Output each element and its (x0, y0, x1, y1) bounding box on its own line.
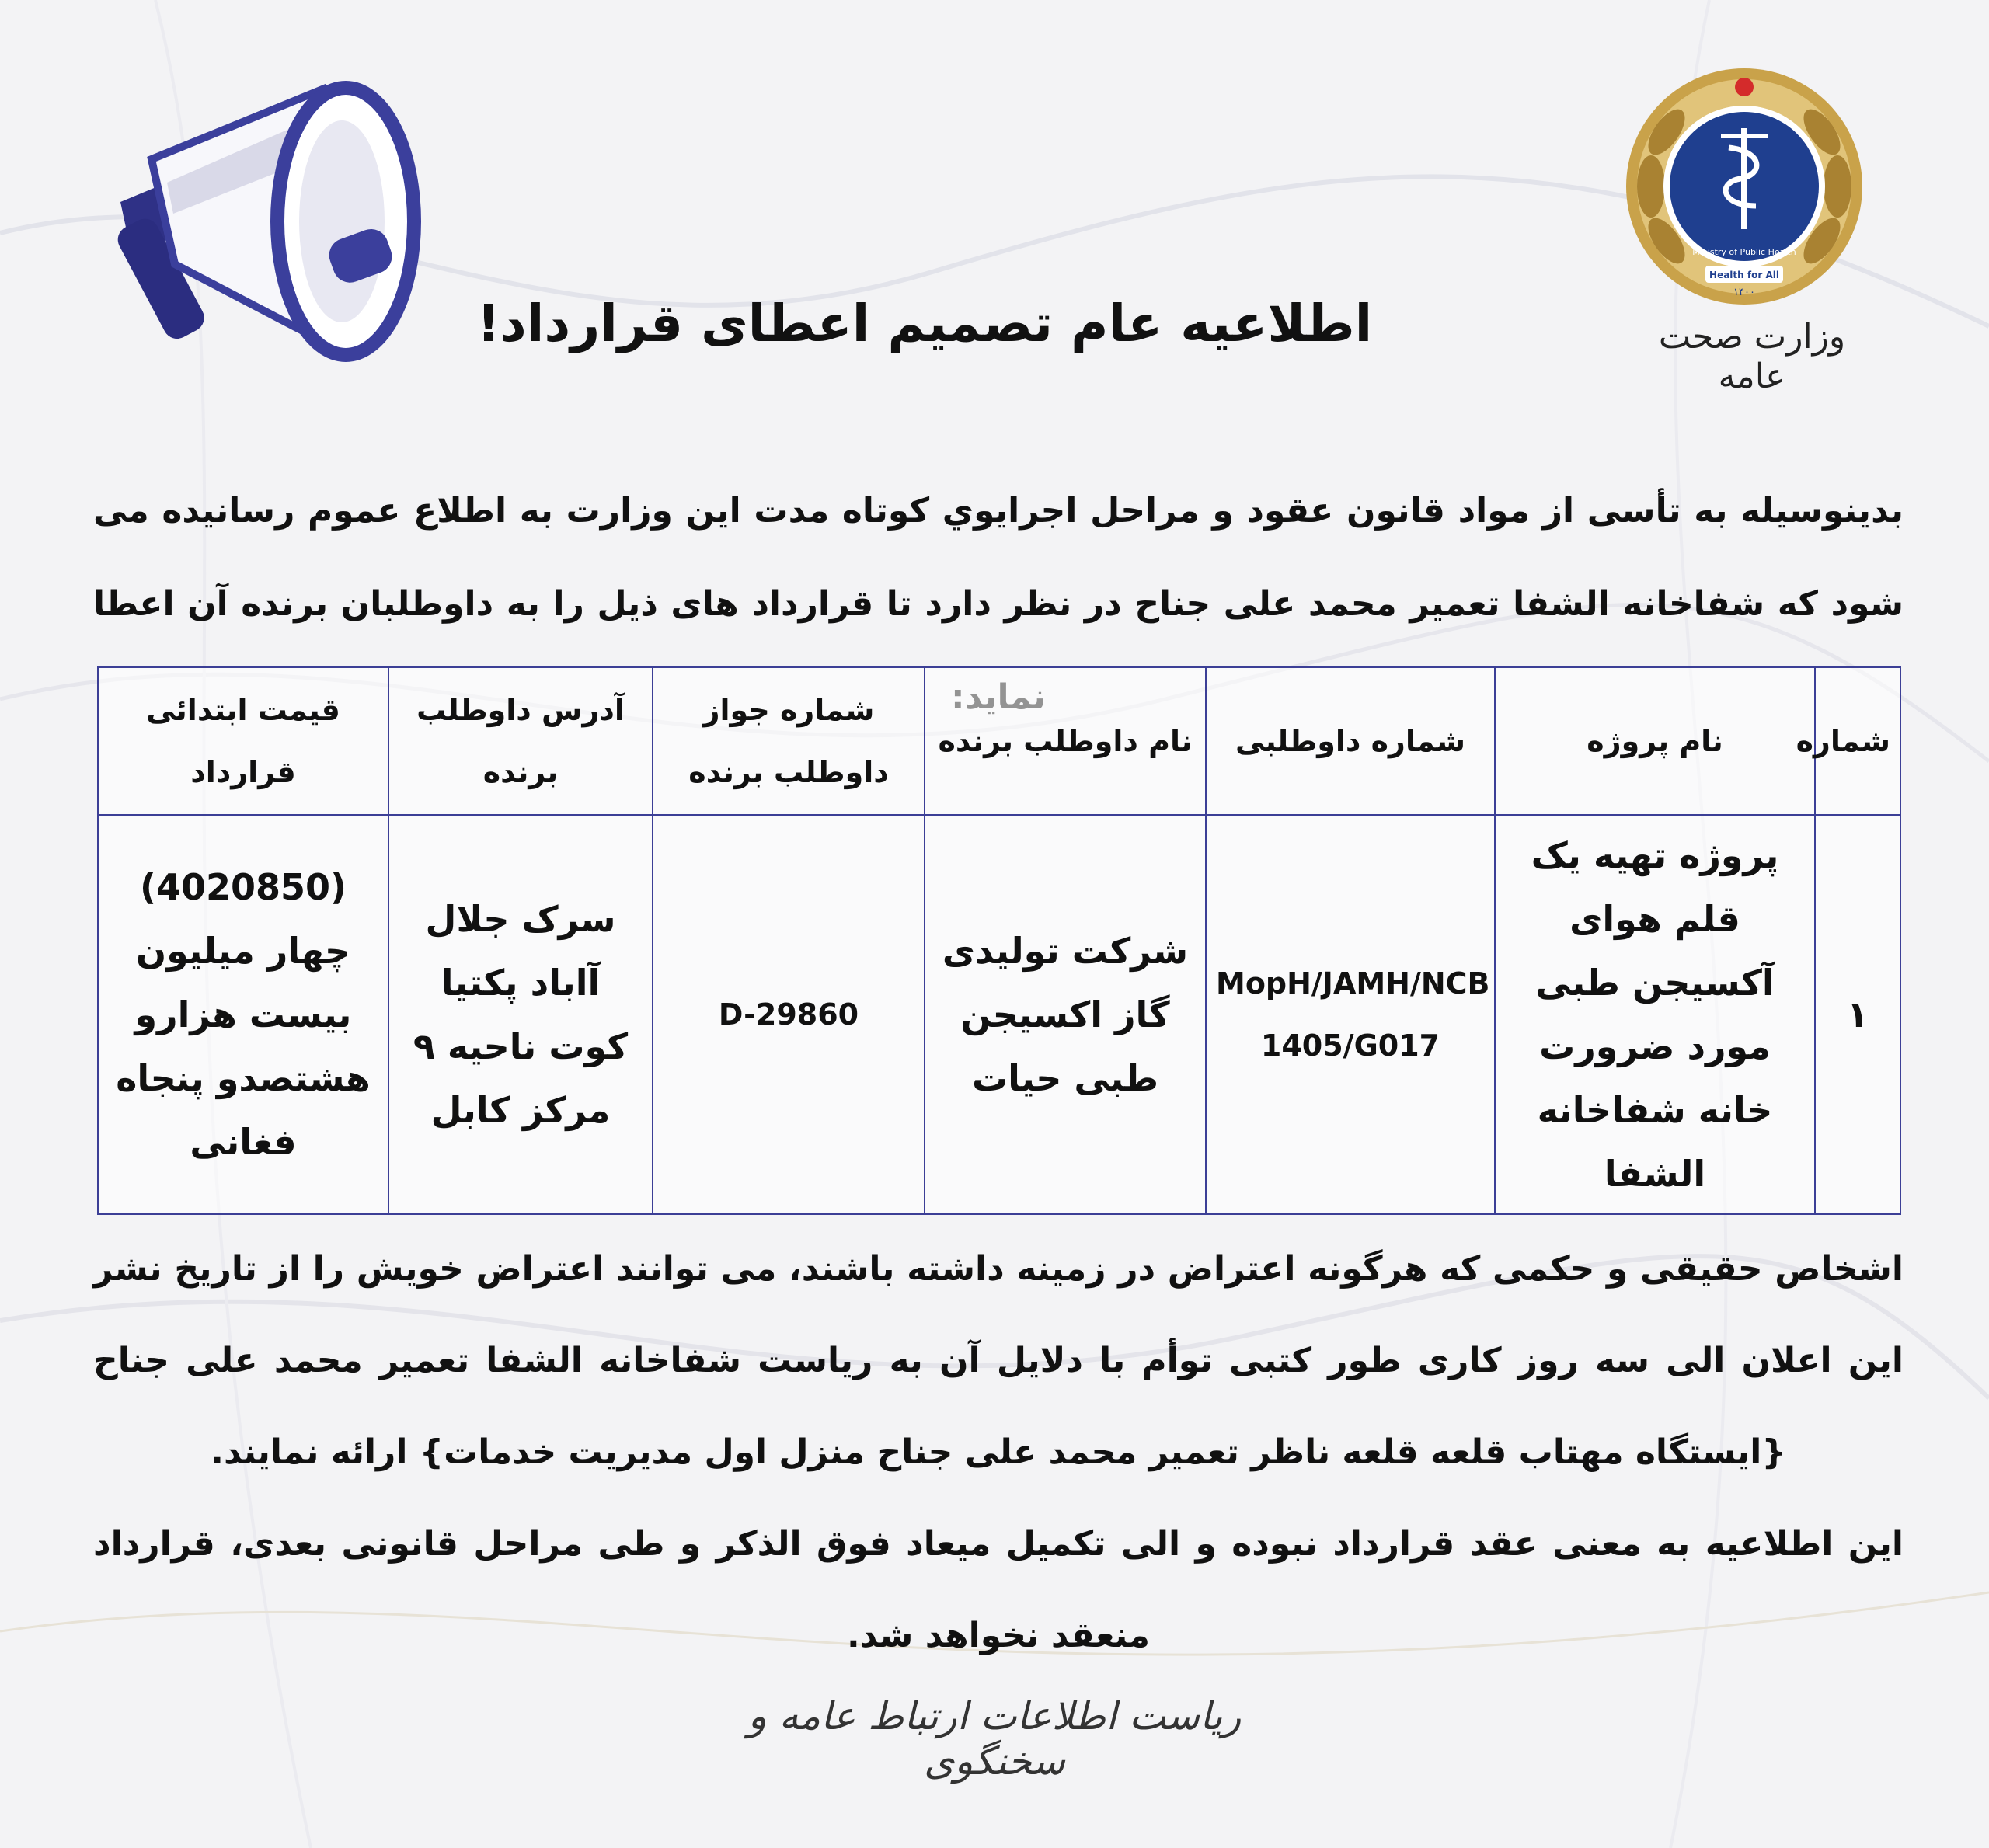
disclaimer-paragraph: این اطلاعیه به معنی عقد قرارداد نبوده و الی تکمیل میعاد فوق الذکر و طی مراحل قانونی بعدی، قرارداد منعقد نخواهد شد. (93, 1524, 1904, 1655)
directorate-signature: ریاست اطلاعات ارتباط عامه و سخنگوی (747, 1693, 1242, 1784)
header-winner-address: آدرس داوطلب برنده (388, 667, 653, 815)
row-winner-address: سرک جلال آاباد پکتیا کوت ناحیه ۹ مرکز کابل (388, 815, 653, 1214)
row-winner-name: شرکت تولیدی گاز اکسیجن طبی حیات (925, 815, 1206, 1214)
row-winner-license: D-29860 (653, 815, 925, 1214)
svg-text:Health for All: Health for All (1709, 270, 1779, 280)
header-number: شماره (1815, 667, 1900, 815)
ministry-logo (1620, 62, 1869, 311)
header-contract-price: قیمت ابتدائی قرارداد (98, 667, 388, 815)
intro-paragraph: بدینوسیله به تأسی از مواد قانون عقود و مراحل اجرايوي کوتاه مدت این وزارت به اطلاع عموم رسانیده می شود که شفاخانه الشفا تعمیر محمد علی جناح در نظر دارد تا قرارداد های ذیل را به داوطلبان برنده آن اعطا (93, 491, 1904, 624)
objection-paragraph: اشخاص حقیقی و حکمی که هرگونه اعتراض در زمینه داشته باشند، می توانند اعتراض خویش را از تاریخ نشر این اعلان الی سه روز کاری طور کتبی توأم با دلایل آن به ریاست شفاخانه الشفا تعمیر محمد علی جناح {ایستگاه مهتاب قلعه قلعه ناظر تعمیر محمد علی جناح منزل اول مدیریت خدمات} ارائه نمایند. (93, 1249, 1904, 1472)
contract-award-table (97, 666, 1901, 1215)
page-title: اطلاعیه عام تصمیم اعطای قرارداد! (476, 294, 1373, 353)
header-project-name: نام پروژه (1495, 667, 1815, 815)
table-header-row (98, 667, 1900, 815)
ministry-name-calligraphy: وزارت صحت عامه (1658, 317, 1846, 396)
row-contract-price: (4020850) چهار میلیون بیست هزارو هشتصدو پنجاه فغانی (98, 815, 388, 1214)
svg-text:۱۴۰۰: ۱۴۰۰ (1733, 287, 1755, 298)
header-winner-name: نام داوطلب برنده (925, 667, 1206, 815)
row-bid-number: MopH/JAMH/NCB 1405/G017 (1206, 815, 1495, 1214)
row-number: ۱ (1815, 815, 1900, 1214)
megaphone-icon (74, 66, 478, 408)
svg-text:Ministry of Public Health: Ministry of Public Health (1692, 247, 1796, 257)
header-winner-license: شماره جواز داوطلب برنده (653, 667, 925, 815)
row-project-name: پروژه تهیه یک قلم هوای آکسیجن طبی مورد ضرورت خانه شفاخانه الشفا (1495, 815, 1815, 1214)
closing-text (93, 1223, 1904, 1682)
header-bid-number: شماره داوطلبی (1206, 667, 1495, 815)
table-row (98, 815, 1900, 1214)
